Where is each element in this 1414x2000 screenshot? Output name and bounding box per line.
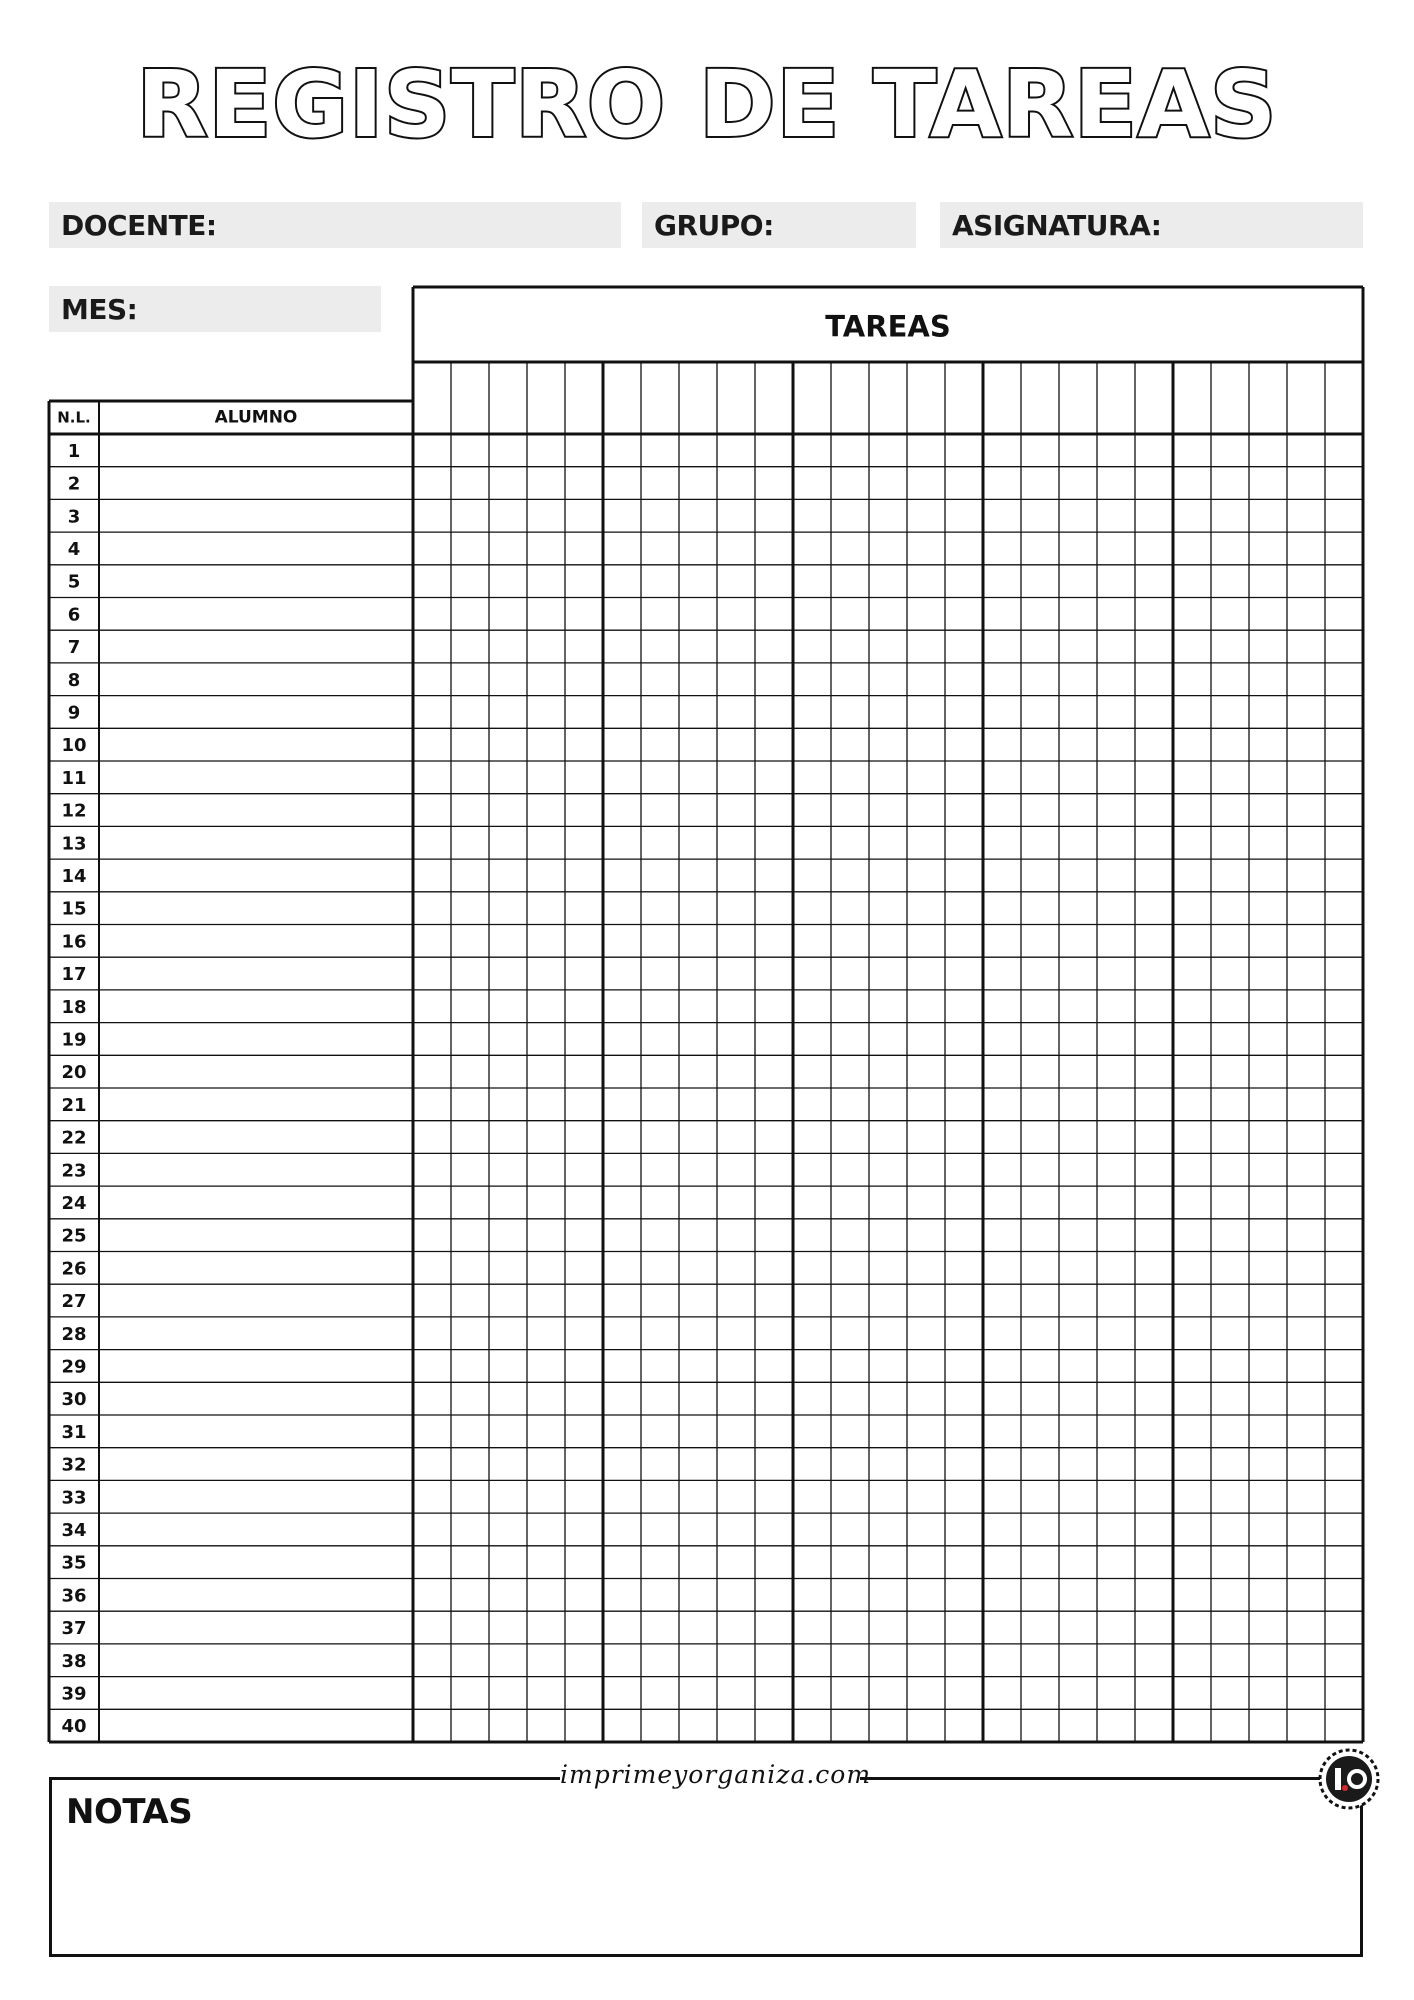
asignatura-label: ASIGNATURA: — [952, 209, 1162, 242]
notes-box[interactable] — [49, 1777, 1363, 1957]
row-number: 19 — [61, 1029, 87, 1051]
row-number: 33 — [61, 1487, 87, 1509]
row-number: 7 — [67, 637, 81, 659]
row-number: 40 — [61, 1716, 87, 1738]
mes-label: MES: — [61, 293, 138, 326]
page-title: REGISTRO DE TAREAS — [136, 51, 1278, 158]
row-number: 5 — [67, 571, 81, 593]
row-number: 9 — [67, 702, 81, 724]
nl-column-header: N.L. — [57, 408, 91, 427]
row-number: 32 — [61, 1454, 87, 1476]
row-number: 35 — [61, 1552, 87, 1574]
tareas-header: TAREAS — [825, 309, 951, 344]
grupo-label: GRUPO: — [654, 209, 774, 242]
row-number: 26 — [61, 1258, 87, 1280]
row-number: 18 — [61, 996, 87, 1018]
row-number: 36 — [61, 1585, 87, 1607]
row-number: 2 — [67, 473, 81, 495]
row-number: 3 — [67, 506, 81, 528]
row-number: 39 — [61, 1683, 87, 1705]
row-number: 23 — [61, 1160, 87, 1182]
row-number: 16 — [61, 931, 87, 953]
brand-logo — [1318, 1748, 1380, 1810]
row-number: 29 — [61, 1356, 87, 1378]
row-number: 17 — [61, 964, 87, 986]
row-number: 11 — [61, 767, 87, 789]
row-number: 37 — [61, 1618, 87, 1640]
row-number: 34 — [61, 1519, 87, 1541]
row-number: 38 — [61, 1650, 87, 1672]
row-number: 10 — [61, 735, 87, 757]
docente-label: DOCENTE: — [61, 209, 217, 242]
row-number: 8 — [67, 669, 81, 691]
row-number: 31 — [61, 1421, 87, 1443]
row-number: 22 — [61, 1127, 87, 1149]
alumno-column-header: ALUMNO — [214, 407, 298, 428]
row-number: 30 — [61, 1389, 87, 1411]
row-number: 25 — [61, 1225, 87, 1247]
website-text: imprimeyorganiza.com — [560, 1757, 860, 1793]
row-number: 14 — [61, 865, 87, 887]
row-number: 20 — [61, 1062, 87, 1084]
row-number: 6 — [67, 604, 81, 626]
row-number: 21 — [61, 1094, 87, 1116]
row-number: 15 — [61, 898, 87, 920]
row-number: 28 — [61, 1323, 87, 1345]
row-number: 12 — [61, 800, 87, 822]
row-number: 24 — [61, 1192, 87, 1214]
row-number: 4 — [67, 538, 81, 560]
row-number: 1 — [67, 440, 81, 462]
notes-label: NOTAS — [66, 1792, 193, 1832]
row-number: 13 — [61, 833, 87, 855]
row-number: 27 — [61, 1291, 87, 1313]
